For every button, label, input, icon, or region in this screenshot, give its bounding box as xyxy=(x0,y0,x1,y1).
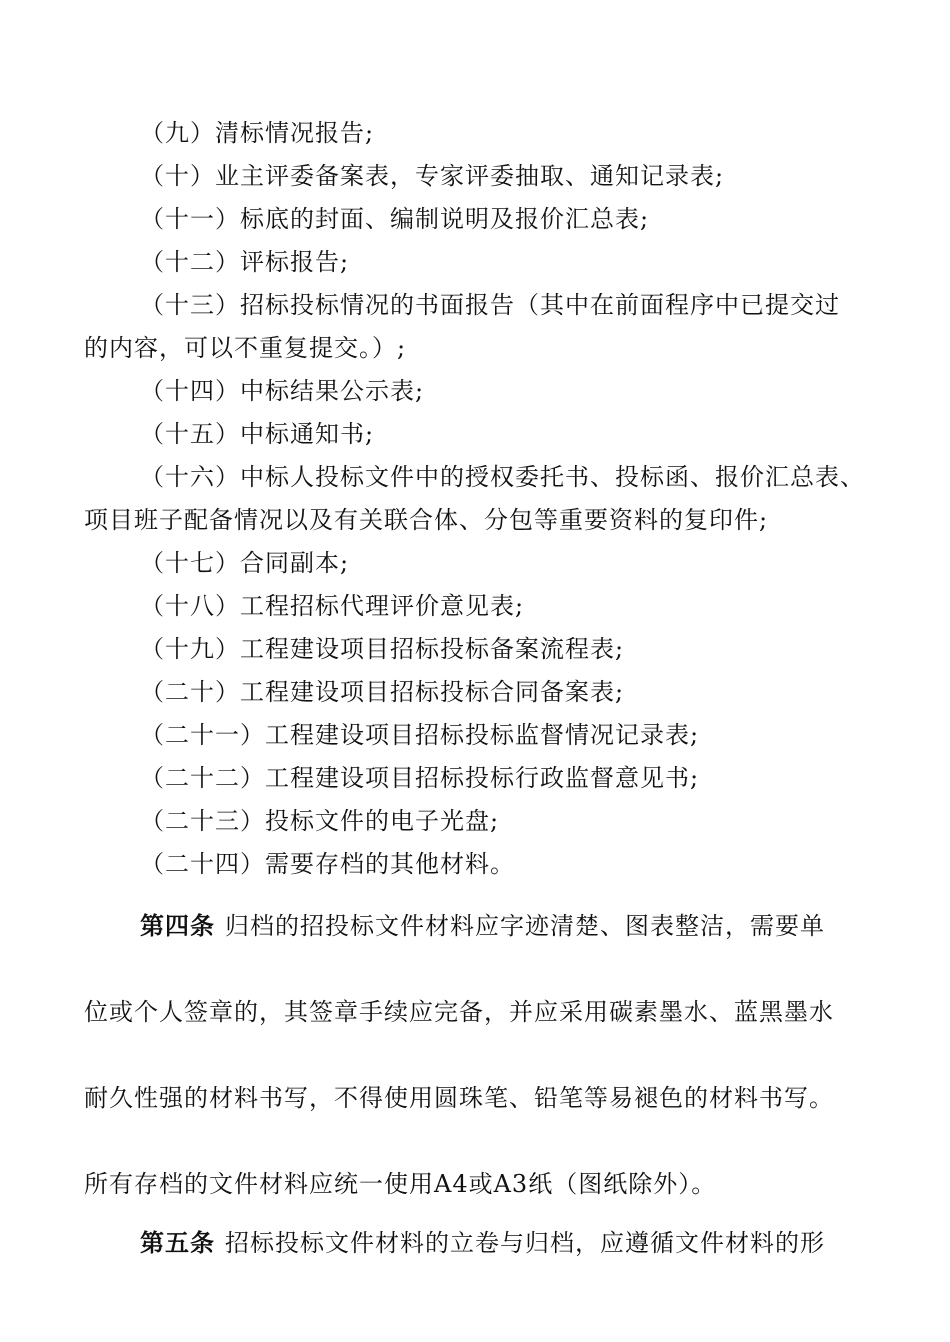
list-item: （十一）标底的封面、编制说明及报价汇总表; xyxy=(140,205,650,233)
list-item: （二十三）投标文件的电子光盘; xyxy=(140,807,500,835)
list-item-continuation: 的内容，可以不重复提交。）; xyxy=(84,334,407,362)
list-item: （十八）工程招标代理评价意见表; xyxy=(140,592,525,620)
list-item: （二十二）工程建设项目招标投标行政监督意见书; xyxy=(140,764,700,792)
article-5-line xyxy=(0,1226,950,1260)
list-item: （十九）工程建设项目招标投标备案流程表; xyxy=(140,635,625,663)
article-4-line: 所有存档的文件材料应统一使用A4或A3纸（图纸除外）。 xyxy=(84,1170,717,1198)
article-4-line: 位或个人签章的，其签章手续应完备，并应采用碳素墨水、蓝黑墨水 xyxy=(84,998,834,1026)
list-item: （十）业主评委备案表，专家评委抽取、通知记录表; xyxy=(140,162,725,190)
list-item: （十四）中标结果公示表; xyxy=(140,377,425,405)
list-item: （十五）中标通知书; xyxy=(140,420,375,448)
list-item: （二十）工程建设项目招标投标合同备案表; xyxy=(140,678,625,706)
article-4-line xyxy=(0,909,950,943)
article-5-heading: 第五条 xyxy=(140,1228,215,1257)
list-item: （九）清标情况报告; xyxy=(140,119,375,147)
list-item: （二十一）工程建设项目招标投标监督情况记录表; xyxy=(140,721,700,749)
list-item: （十三）招标投标情况的书面报告（其中在前面程序中已提交过 xyxy=(140,291,840,319)
article-5-text: 招标投标文件材料的立卷与归档，应遵循文件材料的形 xyxy=(225,1229,825,1257)
list-item: （二十四）需要存档的其他材料。 xyxy=(140,850,515,878)
list-item: （十六）中标人投标文件中的授权委托书、投标函、报价汇总表、 xyxy=(140,463,865,491)
list-item: （十七）合同副本; xyxy=(140,549,350,577)
list-item-continuation: 项目班子配备情况以及有关联合体、分包等重要资料的复印件; xyxy=(84,506,769,534)
article-4-line: 耐久性强的材料书写，不得使用圆珠笔、铅笔等易褪色的材料书写。 xyxy=(84,1084,834,1112)
list-item: （十二）评标报告; xyxy=(140,248,350,276)
article-4-heading: 第四条 xyxy=(140,911,215,940)
article-4-text: 归档的招投标文件材料应字迹清楚、图表整洁，需要单 xyxy=(225,912,825,940)
